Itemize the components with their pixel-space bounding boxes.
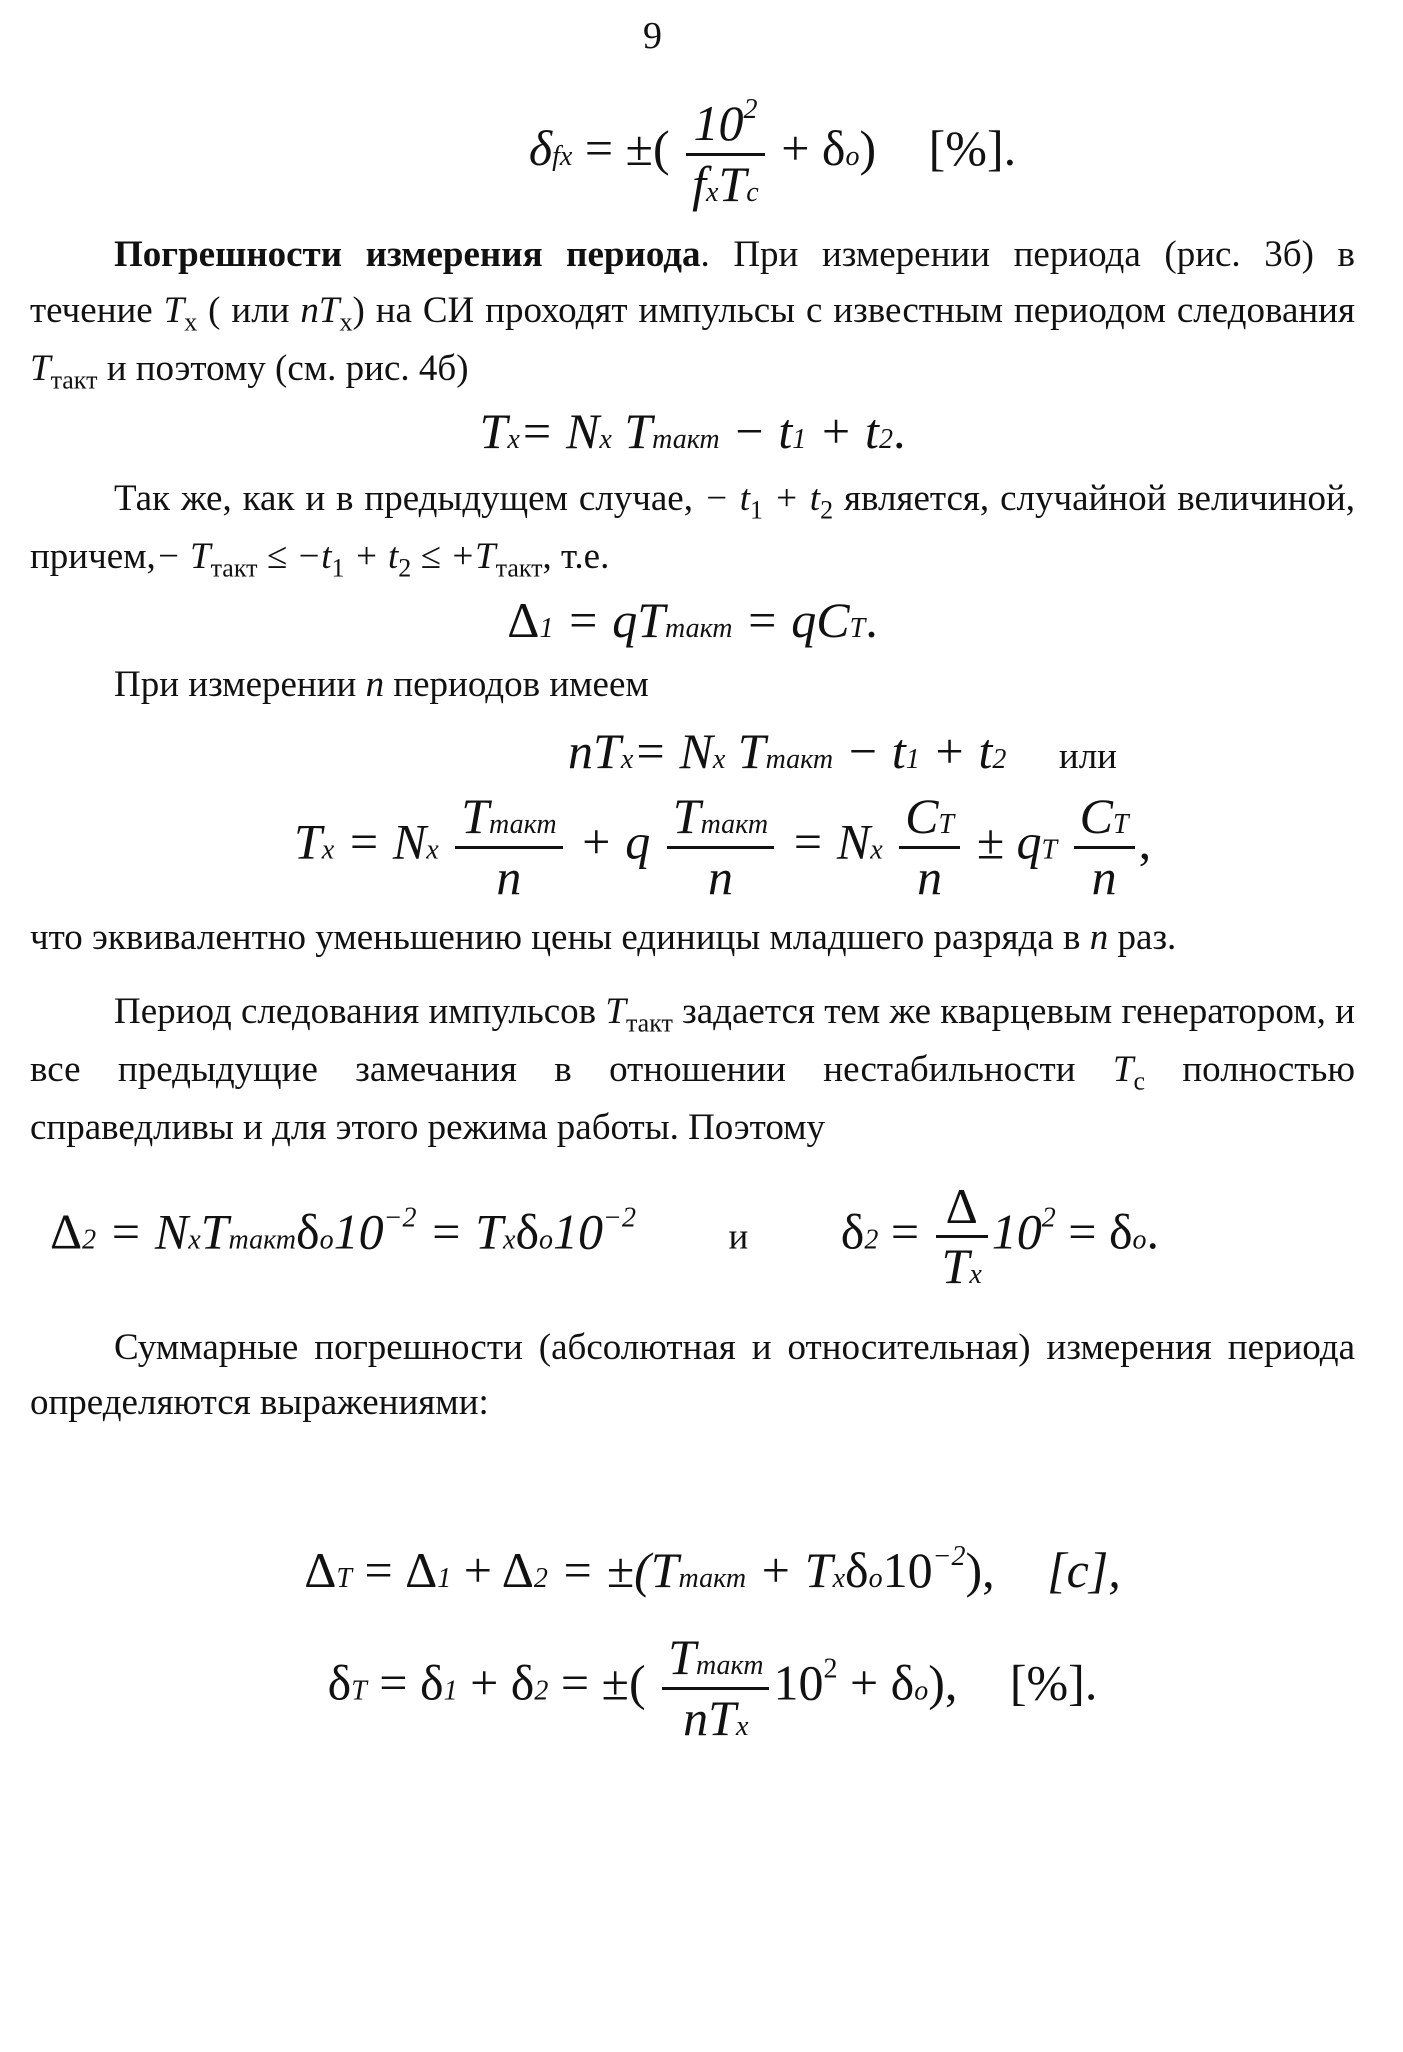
- paragraph-equivalent: что эквивалентно уменьшению цены единицы младшего разряда в n раз.: [30, 917, 1177, 959]
- formula-period: Tx= Nx Tтакт − t1 + t2.: [479, 403, 906, 460]
- page-number: 9: [643, 15, 662, 57]
- paragraph-total-errors: Суммарные погрешности (абсолютная и относительная) измерения периода определяются выражениями:: [30, 1326, 1355, 1424]
- fraction: $\frac{CT}{n}$: [1074, 788, 1135, 906]
- fraction: $\frac{\Delta}{Tx}$: [936, 1178, 988, 1296]
- fraction: $\frac{10^2}{\text{fxTc}}$: [686, 94, 765, 213]
- formula-delta-1: Δ1 = qTтакт = qCT.: [507, 591, 878, 648]
- formula-period-fractions: Tx = Nx $\frac{\text{Tтакт}}{n}$ + q $\frac{\text{Tтакт}}{n}$ = Nx $\frac{CT}{n}$ ± qT $\frac{CT}{n}$ ,: [293, 788, 1152, 905]
- formula-relative-error-frequency: δfx = ±( $\frac{10^2}{\text{fxTc}}$ + δo) [%].: [528, 94, 1017, 212]
- paragraph-clock-period: Период следования импульсов $T_{такт}$ задается тем же кварцевым генератором, и все предыдущие замечания в отношении нестабильности $T_с$ полностью справедливы и для этого режима работы. Поэтому: [30, 990, 1355, 1149]
- fraction: $\frac{CT}{n}$: [899, 788, 960, 906]
- formula-total-relative-error: δT = δ1 + δ2 = ±( $\frac{\text{Tтакт}}{\text{nTx}}$ $10^2 + \delta o$), [%].: [327, 1629, 1098, 1746]
- formula-n-periods: nTx= Nx Tтакт − t1 + t2 или: [568, 722, 1117, 779]
- section-heading: Погрешности измерения периода: [114, 234, 701, 275]
- formula-total-absolute-error: ΔT = Δ1 + Δ2 = ±(Tтакт + $Tx\delta o10^{-2}$), [c],: [304, 1540, 1121, 1598]
- paragraph-n-periods: При измерении n периодов имеем: [114, 664, 649, 706]
- fraction: $\frac{\text{Tтакт}}{n}$: [455, 788, 562, 906]
- formula-delta-2: $\Delta 2 = NxTтакт\delta o10^{-2} = Tx\delta o10^{-2}$ и δ2 = $\frac{\Delta}{Tx}$ $10^2 = \delta o$.: [50, 1177, 1160, 1295]
- fraction: $\frac{\text{Tтакт}}{n}$: [667, 788, 774, 906]
- paragraph-period-errors: Погрешности измерения периода. При измерении периода (рис. 3б) в течение $T_x$ ( или $nT_x$) на СИ проходят импульсы с известным периодом следования $T_{такт}$ и поэтому (см. рис. 4б): [30, 234, 1355, 395]
- fraction: $\frac{\text{Tтакт}}{\text{nTx}}$: [662, 1629, 769, 1747]
- paragraph-random-value: Так же, как и в предыдущем случае, − $t_1 + t_2$ является, случайной величиной, причем,− $T_{такт} \le -t_1 + t_2 \le +T_{такт}$, т.е.: [30, 477, 1355, 583]
